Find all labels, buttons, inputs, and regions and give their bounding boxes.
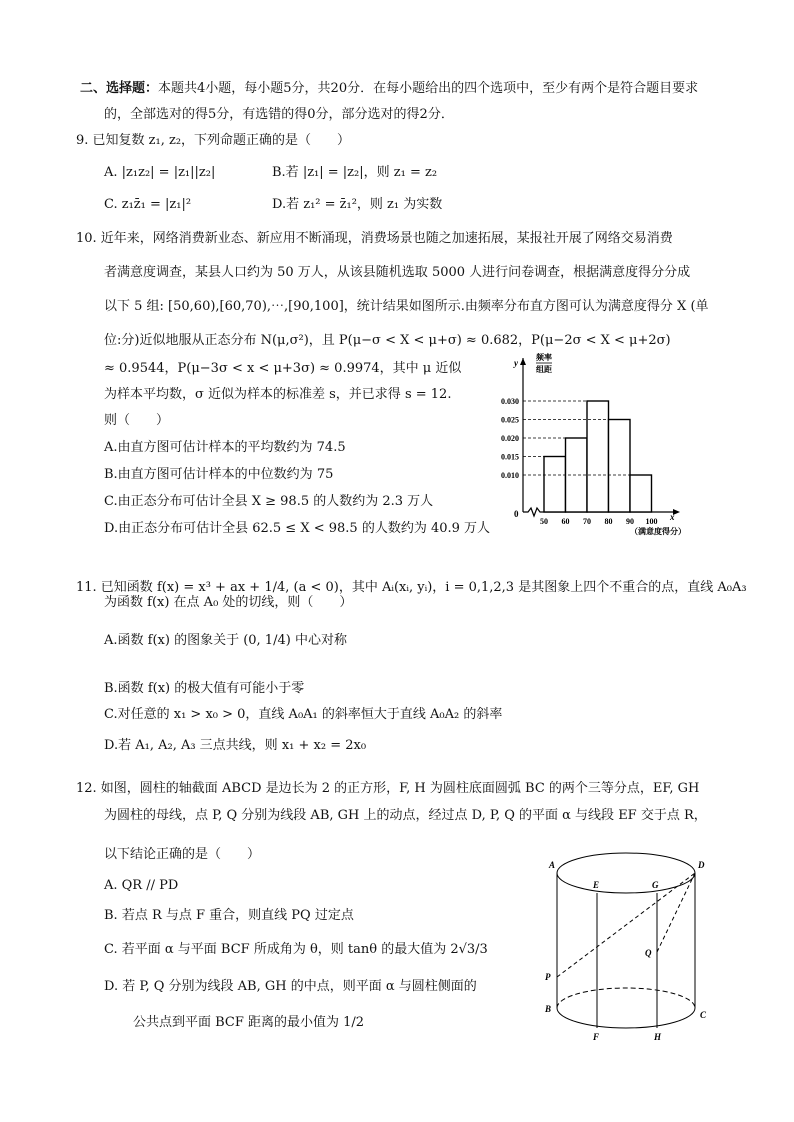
histogram-bar — [587, 401, 609, 512]
label-a: A — [549, 860, 556, 870]
q9-option-c: C. z₁z̄₁ = |z₁|² — [104, 197, 192, 212]
label-b: B — [545, 1004, 552, 1014]
histogram-bar — [544, 457, 566, 513]
x-tick-label: 60 — [561, 517, 570, 526]
y-tick-label: 0.030 — [501, 397, 519, 406]
frequency-histogram — [480, 350, 690, 550]
q11-line-2: 为函数 f(x) 在点 A₀ 处的切线，则（ ） — [104, 595, 353, 610]
label-e: E — [593, 880, 600, 890]
q10-option-c: C.由正态分布可估计全县 X ≥ 98.5 的人数约为 2.3 万人 — [104, 494, 434, 509]
ylabel-bottom: 组距 — [536, 365, 552, 374]
q11-option-d: D.若 A₁, A₂, A₃ 三点共线，则 x₁ + x₂ = 2x₀ — [104, 738, 367, 753]
q11-option-c: C.对任意的 x₁ > x₀ > 0，直线 A₀A₁ 的斜率恒大于直线 A₀A₂ 的斜率 — [104, 707, 503, 722]
q11-option-a: A.函数 f(x) 的图象关于 (0, 1/4) 中心对称 — [104, 633, 347, 648]
q10-option-b: B.由直方图可估计样本的中位数约为 75 — [104, 467, 334, 482]
x-tick-label: 50 — [540, 517, 548, 526]
label-p: P — [545, 972, 551, 982]
x-tick-label: 80 — [604, 517, 613, 526]
q10-line-3: 以下 5 组: [50,60),[60,70),⋯,[90,100]，统计结果如图所示.由频率分布直方图可认为满意度得分 X (单 — [104, 299, 709, 314]
q11-option-b: B.函数 f(x) 的极大值有可能小于零 — [104, 681, 305, 696]
x-axis-label: x — [670, 512, 675, 522]
q10-line-6: 为样本平均数，σ 近似为样本的标准差 s，并已求得 s = 12. — [104, 387, 452, 402]
x-tick-label: 70 — [583, 517, 591, 526]
ylabel-top: 频率 — [536, 353, 552, 362]
q10-line-1: 10. 近年来，网络消费新业态、新应用不断涌现，消费场景也随之加速拓展，某报社开展了网络交易消费 — [76, 231, 673, 246]
y-axis-arrow — [520, 358, 526, 365]
label-f: F — [593, 1032, 600, 1042]
q12-option-a: A. QR // PD — [104, 878, 179, 893]
x-tick-label: 100 — [645, 517, 658, 526]
q9-stem: 9. 已知复数 z₁, z₂，下列命题正确的是（ ） — [76, 133, 351, 148]
histogram-bar — [630, 475, 652, 512]
q10-line-2: 者满意度调查，某县人口约为 50 万人，从该县随机选取 5000 人进行问卷调查，根据满意度得分分成 — [104, 265, 691, 280]
q12-option-d-line-1: D. 若 P, Q 分别为线段 AB, GH 的中点，则平面 α 与圆柱侧面的 — [104, 979, 477, 994]
section-heading: 二、选择题： — [80, 81, 159, 96]
x-tick-label: 90 — [626, 517, 634, 526]
label-c: C — [700, 1010, 707, 1020]
label-g: G — [652, 880, 659, 890]
section-intro: 本题共4小题，每小题5分，共20分．在每小题给出的四个选项中，至少有两个是符合题目要求 — [158, 81, 699, 96]
cylinder-figure — [530, 850, 720, 1050]
q12-option-b: B. 若点 R 与点 F 重合，则直线 PQ 过定点 — [104, 908, 354, 923]
y-axis-label: y — [514, 358, 518, 368]
q11-line-1: 11. 已知函数 f(x) = x³ + ax + 1/4, (a < 0)，其中 Aᵢ(xᵢ, yᵢ)，i = 0,1,2,3 是其图象上四个不重合的点，直线 A₀A₃ — [76, 580, 747, 595]
y-tick-label: 0.020 — [501, 434, 519, 443]
q9-option-a: A. |z₁z₂| = |z₁||z₂| — [104, 165, 216, 180]
origin-label: 0 — [514, 509, 519, 519]
label-d: D — [698, 860, 705, 870]
label-h: H — [654, 1032, 662, 1042]
axis-break — [523, 508, 544, 516]
q12-option-c: C. 若平面 α 与平面 BCF 所成角为 θ，则 tanθ 的最大值为 2√3/3 — [104, 942, 488, 957]
section-intro-2: 的，全部选对的得5分，有选错的得0分，部分选对的得2分． — [104, 107, 454, 122]
q12-line-2: 为圆柱的母线，点 P, Q 分别为线段 AB, GH 上的动点，经过点 D, P, Q 的平面 α 与线段 EF 交于点 R， — [104, 808, 707, 823]
q10-line-5: ≈ 0.9544，P(μ−3σ < x < μ+3σ) ≈ 0.9974，其中 μ 近似 — [104, 361, 462, 376]
q10-line-7: 则（ ） — [104, 413, 170, 428]
q9-option-b: B.若 |z₁| = |z₂|，则 z₁ = z₂ — [272, 165, 438, 180]
q12-line-3: 以下结论正确的是（ ） — [104, 847, 261, 862]
q10-option-a: A.由直方图可估计样本的平均数约为 74.5 — [104, 440, 346, 455]
x-axis-note: （满意度得分） — [630, 527, 686, 536]
y-tick-label: 0.015 — [501, 452, 519, 462]
q9-option-d: D.若 z₁² = z̄₁²，则 z₁ 为实数 — [272, 197, 443, 212]
y-tick-label: 0.025 — [501, 415, 519, 425]
q12-option-d-line-2: 公共点到平面 BCF 距离的最小值为 1/2 — [133, 1015, 365, 1030]
q10-line-4: 位:分)近似地服从正态分布 N(μ,σ²)，且 P(μ−σ < X < μ+σ) ≈ 0.682，P(μ−2σ < X < μ+2σ) — [104, 333, 671, 348]
label-q: Q — [645, 948, 652, 958]
histogram-bar — [609, 420, 631, 513]
q10-option-d: D.由正态分布可估计全县 62.5 ≤ X < 98.5 的人数约为 40.9 万人 — [104, 521, 491, 536]
y-tick-label: 0.010 — [501, 471, 519, 480]
q12-line-1: 12. 如图，圆柱的轴截面 ABCD 是边长为 2 的正方形，F, H 为圆柱底面圆弧 BC 的两个三等分点，EF, GH — [76, 781, 700, 796]
